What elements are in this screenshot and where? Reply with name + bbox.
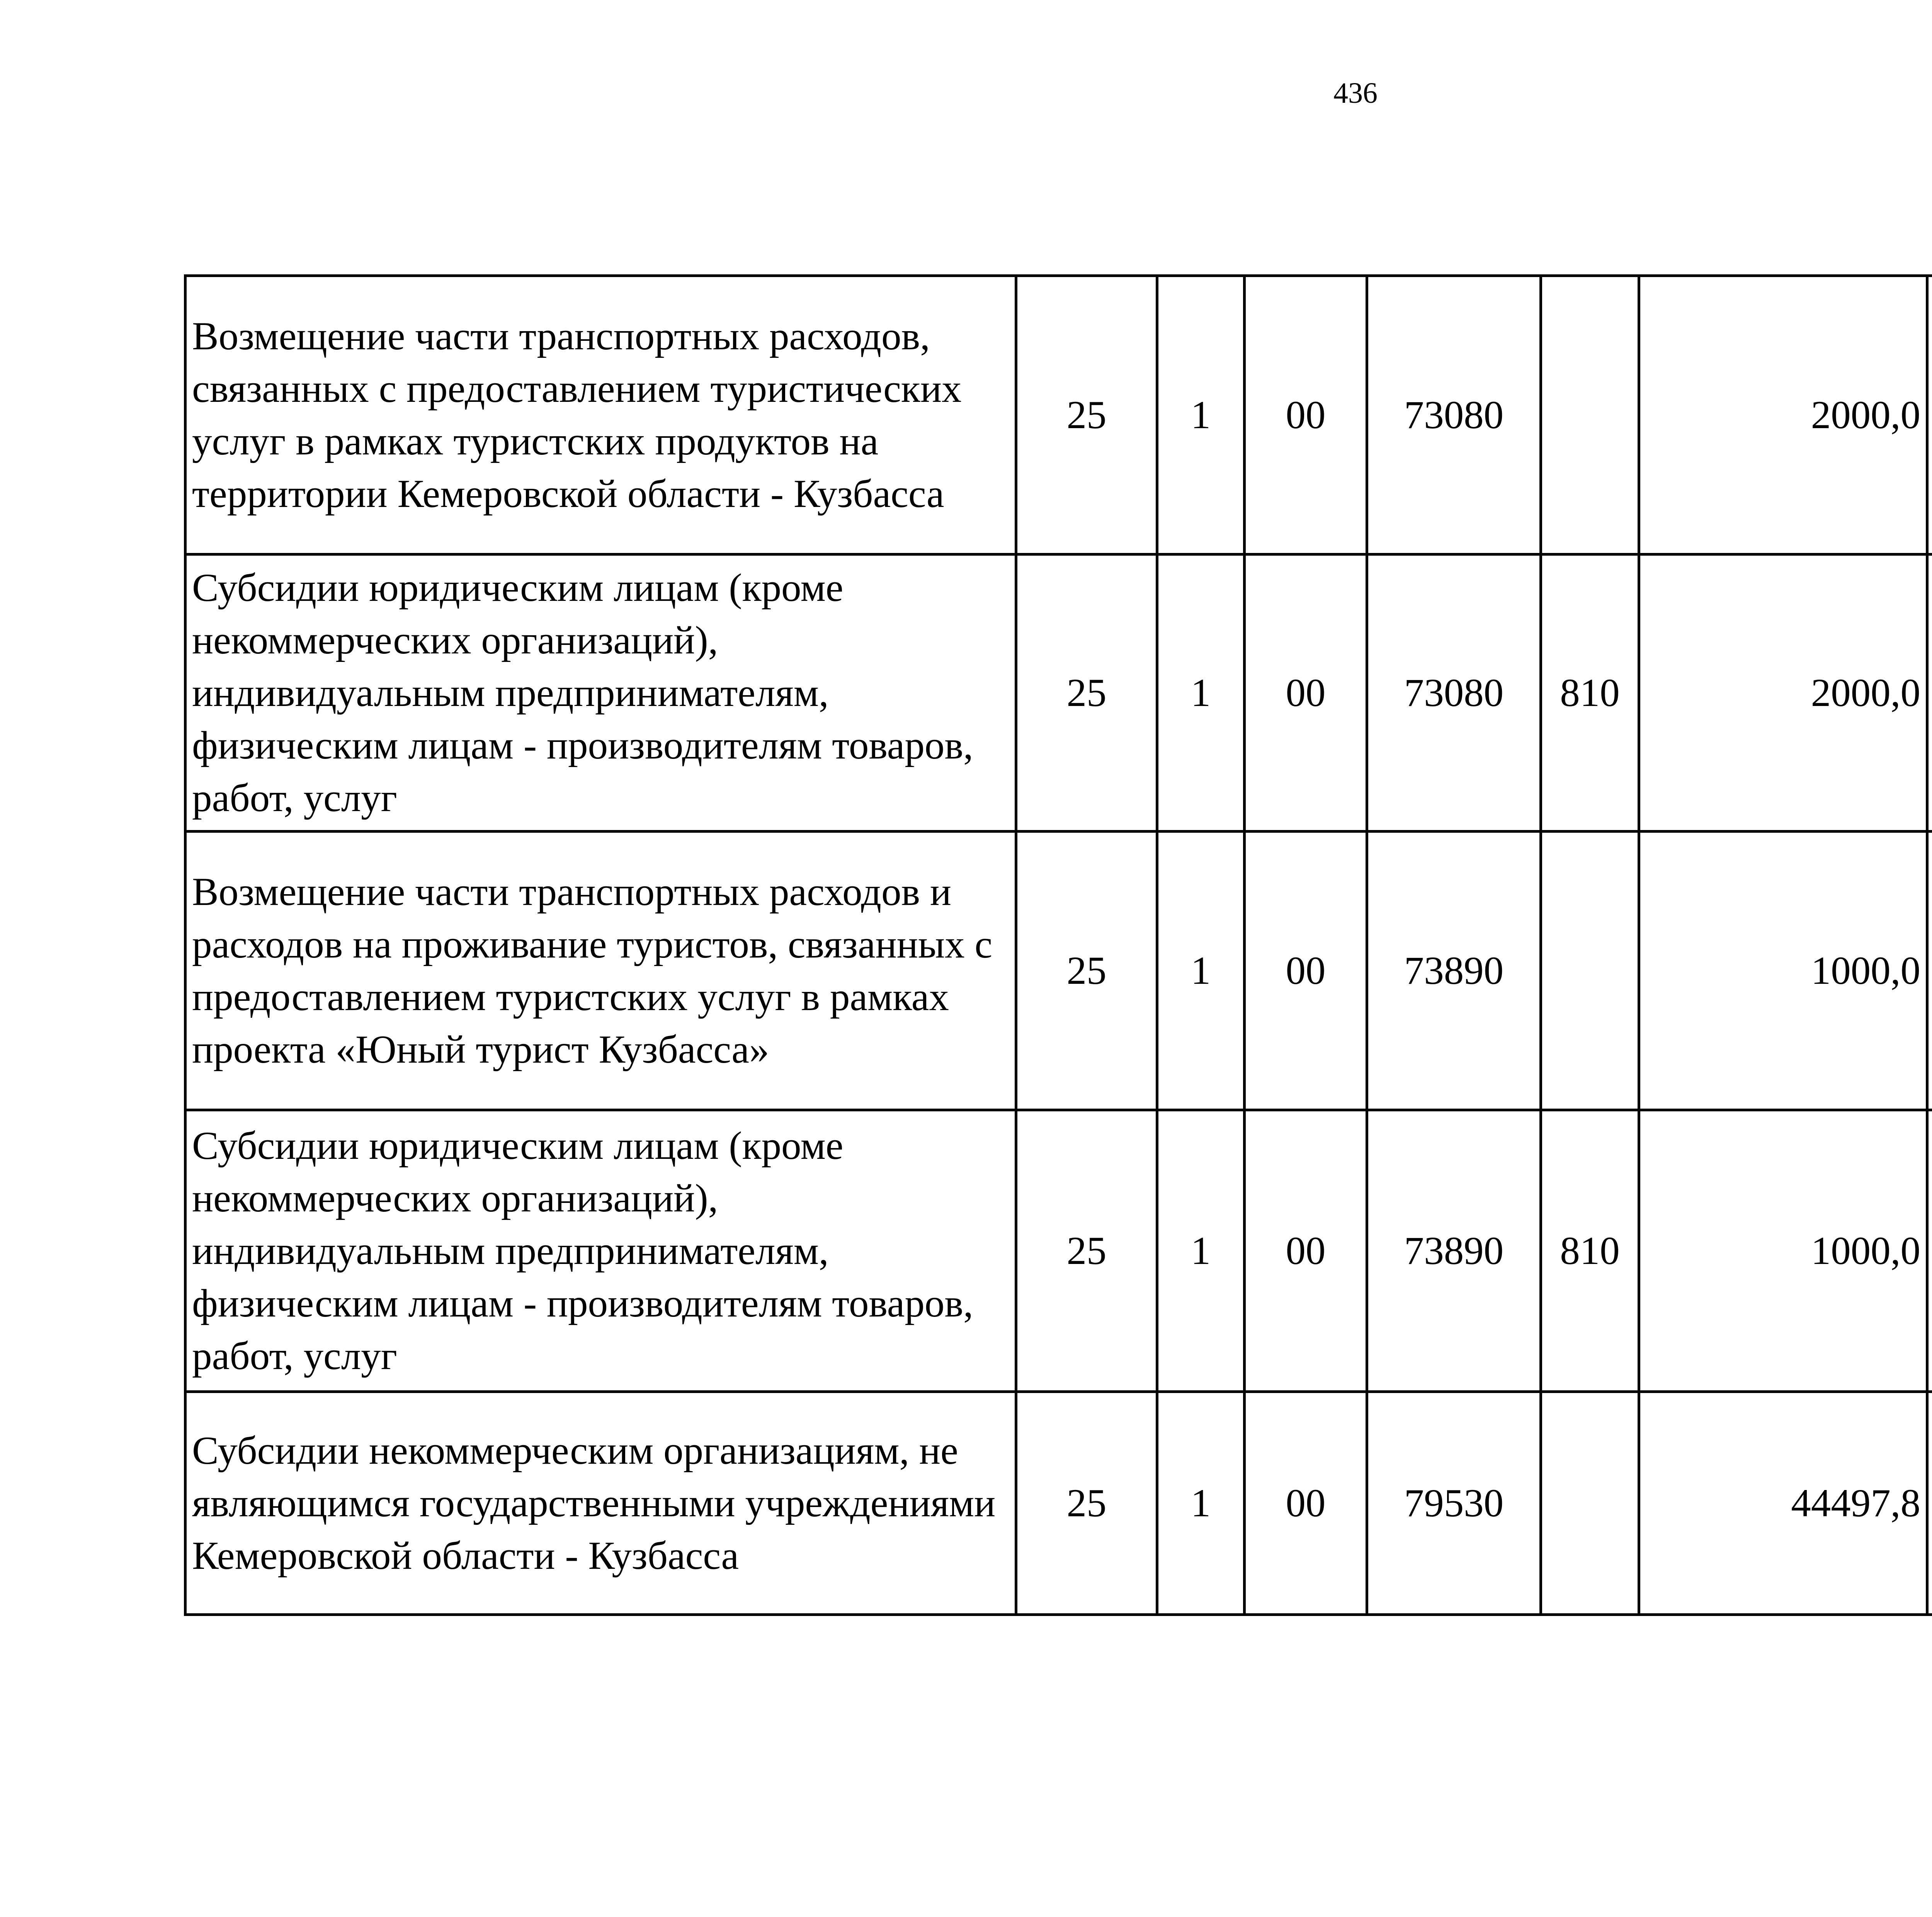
amount-year1-cell: 1000,0 — [1639, 1110, 1927, 1392]
subprogram-code-cell: 1 — [1157, 832, 1245, 1110]
amount-year2-cell — [1927, 832, 1932, 1110]
expense-name-cell: Субсидии юридическим лицам (кроме некоммерческих организаций), индивидуальным предпринимателям, физическим лицам - производителям товаров, работ, услуг — [185, 555, 1016, 832]
program-code-cell: 25 — [1016, 555, 1157, 832]
expense-name-cell: Субсидии юридическим лицам (кроме некоммерческих организаций), индивидуальным предпринимателям, физическим лицам - производителям товаров, работ, услуг — [185, 1110, 1016, 1392]
article-code-cell: 73890 — [1367, 1110, 1541, 1392]
program-code-cell: 25 — [1016, 832, 1157, 1110]
direction-code-cell: 00 — [1245, 1110, 1367, 1392]
expense-type-cell — [1541, 832, 1639, 1110]
direction-code-cell: 00 — [1245, 832, 1367, 1110]
article-code-cell: 73080 — [1367, 555, 1541, 832]
amount-year1-cell: 2000,0 — [1639, 555, 1927, 832]
table-row — [185, 832, 1932, 1110]
expense-name-cell: Возмещение части транспортных расходов и расходов на проживание туристов, связанных с предоставлением туристских услуг в рамках проекта «Юный турист Кузбасса» — [185, 832, 1016, 1110]
amount-year2-cell — [1927, 1110, 1932, 1392]
table-row — [185, 555, 1932, 832]
subprogram-code-cell: 1 — [1157, 1392, 1245, 1615]
direction-code-cell: 00 — [1245, 1392, 1367, 1615]
amount-year2-cell — [1927, 1392, 1932, 1615]
table-row — [185, 276, 1932, 555]
program-code-cell: 25 — [1016, 1392, 1157, 1615]
amount-year1-cell: 1000,0 — [1639, 832, 1927, 1110]
amount-year2-cell — [1927, 555, 1932, 832]
subprogram-code-cell: 1 — [1157, 276, 1245, 555]
expense-type-cell — [1541, 276, 1639, 555]
subprogram-code-cell: 1 — [1157, 555, 1245, 832]
amount-year1-cell: 44497,8 — [1639, 1392, 1927, 1615]
expense-type-cell: 810 — [1541, 1110, 1639, 1392]
expense-type-cell — [1541, 1392, 1639, 1615]
expense-name-cell: Возмещение части транспортных расходов, связанных с предоставлением туристических услуг в рамках туристских продуктов на территории Кемеровской области - Кузбасса — [185, 276, 1016, 555]
subprogram-code-cell: 1 — [1157, 1110, 1245, 1392]
article-code-cell: 79530 — [1367, 1392, 1541, 1615]
direction-code-cell: 00 — [1245, 276, 1367, 555]
direction-code-cell: 00 — [1245, 555, 1367, 832]
amount-year1-cell: 2000,0 — [1639, 276, 1927, 555]
budget-table — [184, 274, 1932, 1616]
article-code-cell: 73080 — [1367, 276, 1541, 555]
table-row — [185, 1110, 1932, 1392]
page-number: 436 — [1333, 77, 1378, 109]
amount-year2-cell — [1927, 276, 1932, 555]
article-code-cell: 73890 — [1367, 832, 1541, 1110]
expense-name-cell: Субсидии некоммерческим организациям, не являющимся государственными учреждениями Кемеровской области - Кузбасса — [185, 1392, 1016, 1615]
table-row — [185, 1392, 1932, 1615]
program-code-cell: 25 — [1016, 276, 1157, 555]
program-code-cell: 25 — [1016, 1110, 1157, 1392]
expense-type-cell: 810 — [1541, 555, 1639, 832]
